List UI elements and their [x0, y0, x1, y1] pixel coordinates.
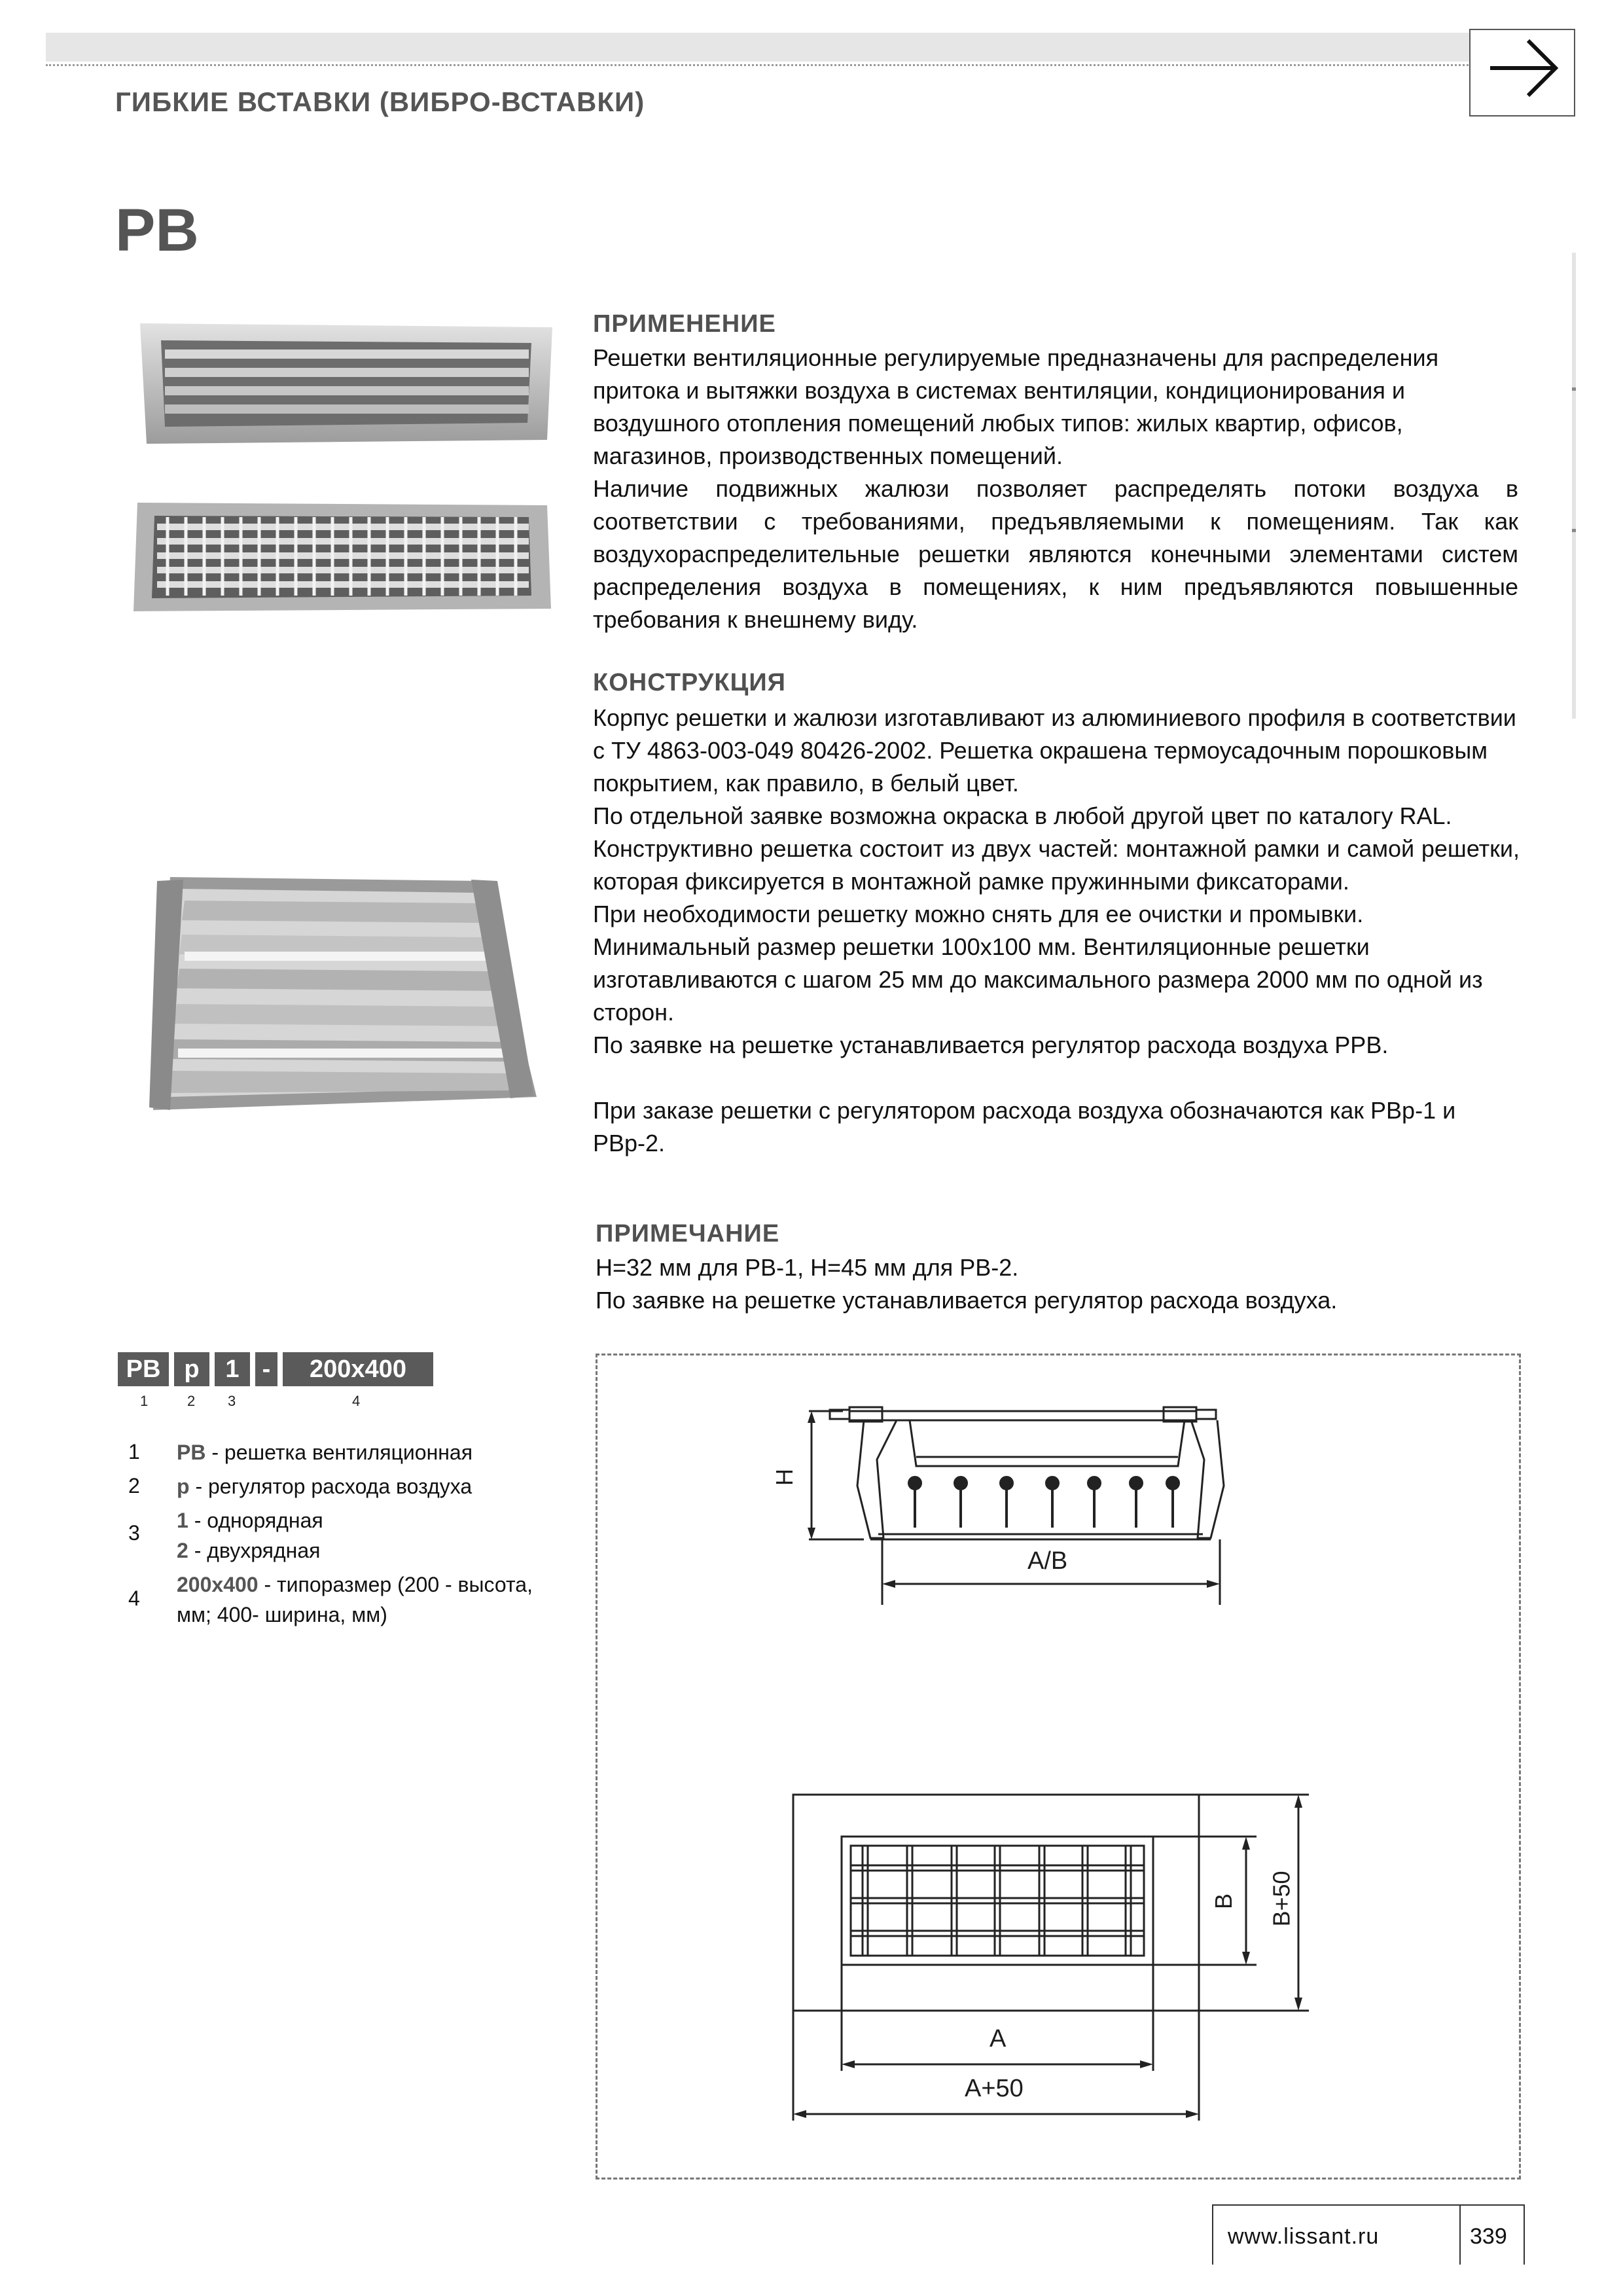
application-paragraph: Наличие подвижных жалюзи позволяет распределять потоки воздуха в соответствии с требованиями, предъявляемыми к помещениям. Так как воздухораспределительные решетки являются конечными элементами систем распределения воздуха в помещениях, к ним предъявляются повышенные требования к внешнему виду.: [593, 475, 1518, 633]
note-line: По заявке на решетке устанавливается регулятор расхода воздуха.: [596, 1287, 1338, 1314]
legend-code: РВ: [177, 1441, 206, 1464]
dim-label-ab: А/В: [1027, 1547, 1068, 1575]
code-number: 3: [228, 1393, 236, 1409]
section-title: ГИБКИЕ ВСТАВКИ (ВИБРО-ВСТАВКИ): [115, 86, 645, 117]
grille-photo-double: [128, 497, 556, 615]
legend-item: [177, 1570, 563, 1630]
construction-paragraph: Конструктивно решетка состоит из двух частей: монтажной рамки и самой решетки, которая фиксируется в монтажной рамке пружинными фиксаторами.: [593, 835, 1520, 895]
scrollbar[interactable]: [1572, 253, 1576, 719]
header-band: [46, 33, 1472, 62]
code-number: 1: [140, 1393, 149, 1409]
next-page-button[interactable]: [1469, 29, 1575, 117]
code-box-rows: 1: [215, 1352, 250, 1386]
scroll-tick: [1572, 387, 1576, 391]
dim-label-b50: В+50: [1268, 1871, 1295, 1927]
page-number: 339: [1470, 2224, 1507, 2249]
grille-photo-regulator: [144, 874, 537, 1117]
footer-url-link[interactable]: www.lissant.ru: [1228, 2224, 1380, 2249]
construction-paragraph: По заявке на решетке устанавливается регулятор расхода воздуха РРВ.: [593, 1031, 1389, 1058]
code-box-regulator: р: [174, 1352, 209, 1386]
note-text: [596, 1251, 1522, 1317]
code-number: 4: [352, 1393, 361, 1409]
code-number: 2: [187, 1393, 196, 1409]
code-box-dash: -: [255, 1352, 277, 1386]
legend-text: - однорядная: [188, 1509, 323, 1532]
dim-label-a: А: [990, 2025, 1007, 2053]
construction-paragraph: Минимальный размер решетки 100х100 мм. Вентиляционные решетки изготавливаются с шагом 25 мм до максимального размера 2000 мм по одной из сторон.: [593, 933, 1483, 1026]
legend-number: 1: [128, 1440, 140, 1463]
construction-text: [593, 702, 1520, 1062]
scroll-tick: [1572, 529, 1576, 532]
note-heading: ПРИМЕЧАНИЕ: [596, 1220, 780, 1247]
code-box-type: РВ: [118, 1352, 169, 1386]
construction-paragraph: При необходимости решетку можно снять для ее очистки и промывки.: [593, 901, 1364, 927]
grille-photo-single: [131, 318, 556, 449]
legend-number: 3: [128, 1521, 140, 1545]
legend-code: 200х400: [177, 1573, 259, 1596]
legend-text: - двухрядная: [188, 1539, 321, 1562]
side-view-drawing: [772, 1401, 1283, 1610]
legend-text: - решетка вентиляционная: [205, 1441, 473, 1464]
arrow-right-icon: [1471, 30, 1574, 115]
legend-number: 2: [128, 1474, 140, 1498]
legend-item: [177, 1505, 569, 1566]
front-view-drawing: [785, 1787, 1309, 2127]
legend-text: - регулятор расхода воздуха: [189, 1475, 473, 1498]
order-note: При заказе решетки с регулятором расхода воздуха обозначаются как РВр-1 и РВр-2.: [593, 1097, 1456, 1157]
header-dotted-line: [46, 64, 1472, 66]
construction-paragraph: По отдельной заявке возможна окраска в любой другой цвет по каталогу RAL.: [593, 802, 1452, 829]
page-code: РВ: [115, 197, 199, 264]
legend-number: 4: [128, 1587, 140, 1610]
legend-code: р: [177, 1475, 190, 1498]
dim-label-b: В: [1210, 1893, 1238, 1910]
code-box-size: 200х400: [283, 1352, 433, 1386]
construction-heading: КОНСТРУКЦИЯ: [593, 669, 786, 696]
legend-code: 2: [177, 1539, 188, 1562]
legend-item: [177, 1437, 569, 1467]
application-paragraph: Решетки вентиляционные регулируемые предназначены для распределения притока и вытяжки воздуха в системах вентиляции, кондиционирования и воздушного отопления помещений любых типов: жилых квартир, офисов, магазинов, производственных помещений.: [593, 344, 1439, 469]
legend-code: 1: [177, 1509, 188, 1532]
dim-label-a50: А+50: [965, 2075, 1024, 2102]
legend-item: [177, 1471, 569, 1501]
application-heading: ПРИМЕНЕНИЕ: [593, 310, 776, 338]
legend-text: - типоразмер (200 - высота, мм; 400- ширина, мм): [177, 1573, 533, 1626]
dim-label-h: Н: [771, 1469, 798, 1486]
note-line: Н=32 мм для РВ-1, Н=45 мм для РВ-2.: [596, 1254, 1019, 1281]
application-text: [593, 342, 1518, 636]
construction-paragraph: Корпус решетки и жалюзи изготавливают из алюминиевого профиля в соответствии с ТУ 4863-003-049 80426-2002. Решетка окрашена термоусадочным порошковым покрытием, как правило, в белый цвет.: [593, 704, 1516, 797]
